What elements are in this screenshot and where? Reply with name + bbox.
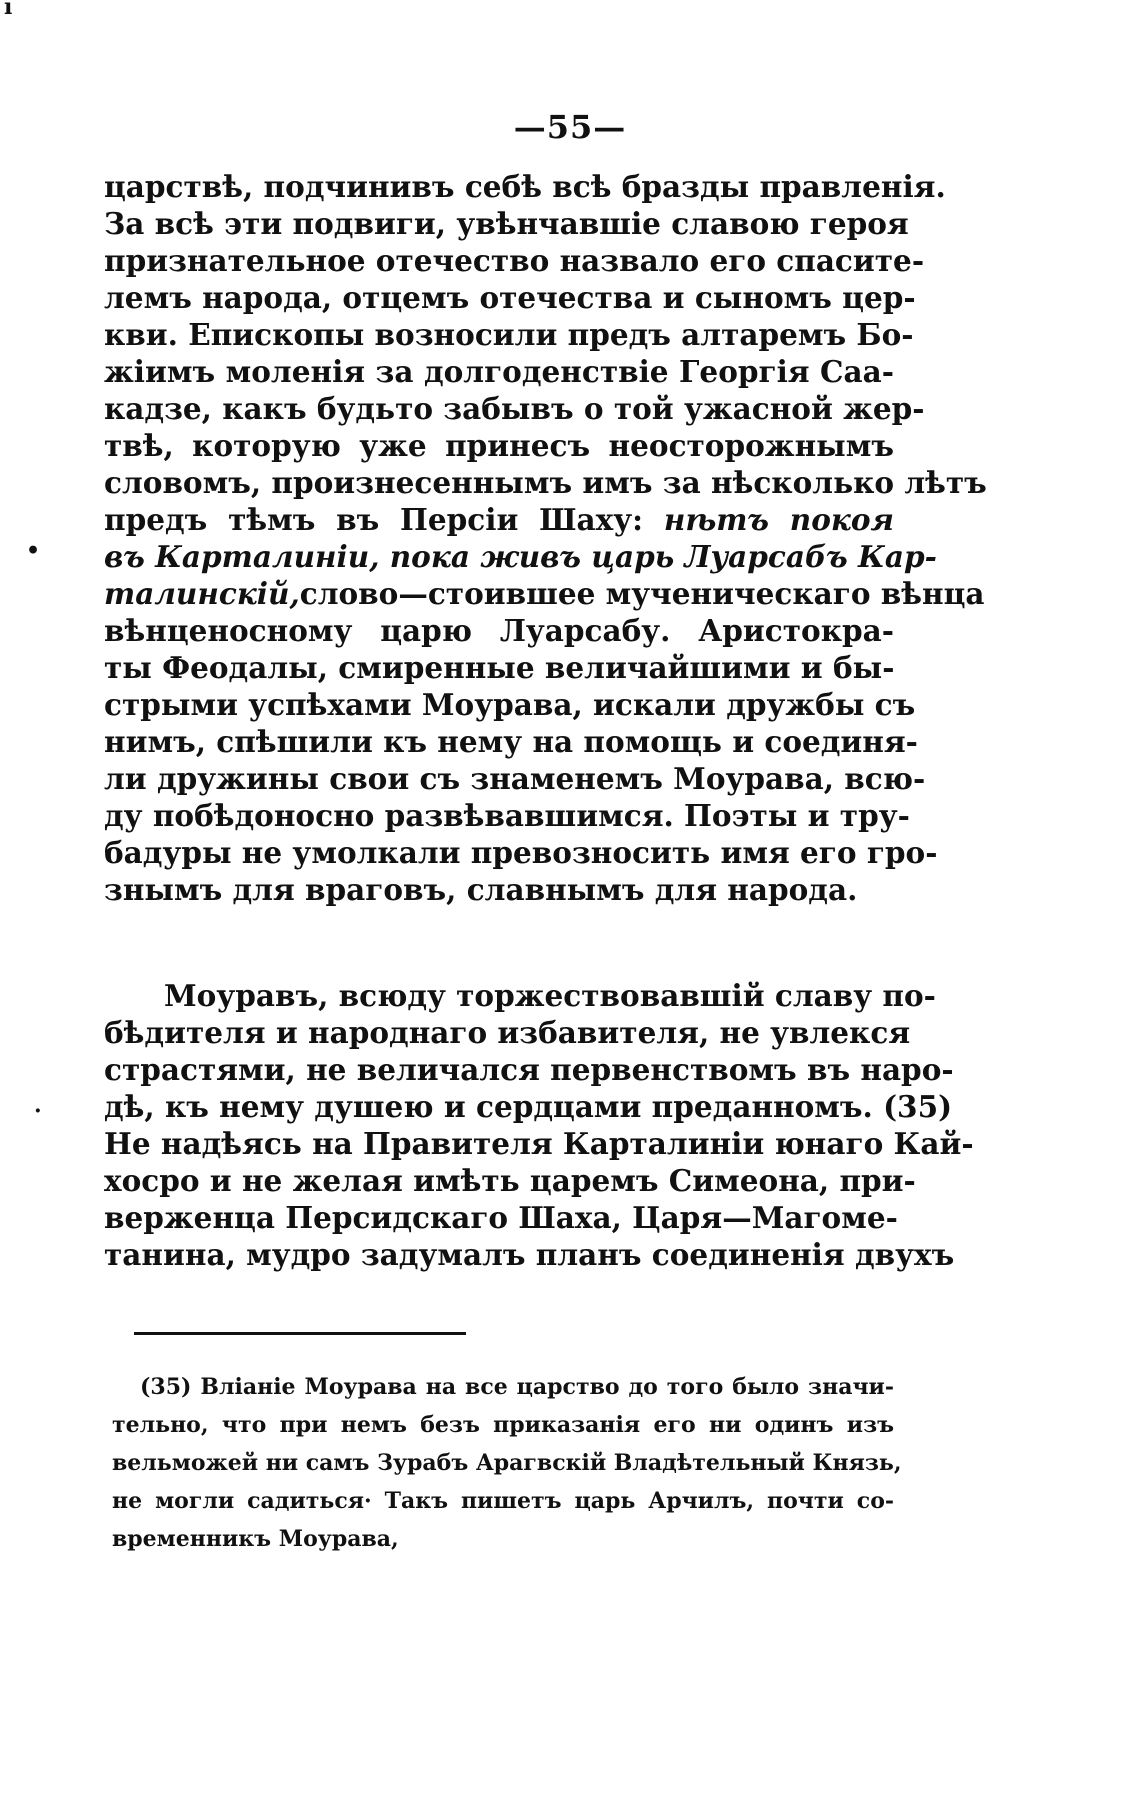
text-line: бадуры не умолкали превозносить имя его гро- <box>104 835 938 870</box>
text-line: ли дружины свои съ знаменемъ Моурава, всю- <box>104 761 926 796</box>
text-line: страстями, не величался первенствомъ въ наро- <box>104 1052 954 1087</box>
text-line: нимъ, спѣшили къ нему на помощь и соединя- <box>104 724 918 759</box>
text-line: кви. Епископы возносили предъ алтаремъ Бо- <box>104 317 914 352</box>
text-line: Моуравъ, всюду торжествовавшій славу по- <box>164 978 936 1013</box>
text-line: Не надѣясь на Правителя Карталиніи юнаго Кай- <box>104 1126 974 1161</box>
italic-quote: въ Карталиніи, пока живъ царь Луарсабъ Кар- <box>104 539 937 574</box>
footnote-line: временникъ Моурава, <box>112 1526 399 1552</box>
footnote-line: вельможей ни самъ Зурабъ Арагвскій Владѣтельный Князь, <box>112 1450 902 1476</box>
text-line: верженца Персидскаго Шаха, Царя—Магоме- <box>104 1200 898 1235</box>
footnote-line: не могли садиться· Такъ пишетъ царь Арчилъ, почти со- <box>112 1488 894 1514</box>
italic-quote: нѣтъ покоя <box>663 502 895 537</box>
text-line: признательное отечество назвало его спасите- <box>104 243 925 278</box>
margin-mark: ı <box>4 0 13 20</box>
text-line: ты Феодалы, смиренные величайшими и бы- <box>104 650 895 685</box>
text-line: хосро и не желая имѣть царемъ Симеона, при- <box>104 1163 916 1198</box>
footnote-line: тельно, что при немъ безъ приказанія его ни одинъ изъ <box>112 1412 894 1438</box>
text-line: твѣ, которую уже принесъ неосторожнымъ <box>104 428 894 463</box>
text-line: За всѣ эти подвиги, увѣнчавшіе славою героя <box>104 206 909 241</box>
text-line: бѣдителя и народнаго избавителя, не увлекся <box>104 1015 911 1050</box>
margin-mark: • <box>26 538 41 564</box>
text-line: танина, мудро задумалъ планъ соединенія двухъ <box>104 1237 955 1272</box>
text-line: жіимъ моленія за долгоденствіе Георгія Саа- <box>104 354 894 389</box>
text-line: лемъ народа, отцемъ отечества и сыномъ цер- <box>104 280 916 315</box>
footnote-line: (35) Вліаніе Моурава на все царство до того было значи- <box>140 1374 894 1400</box>
margin-mark: · <box>34 1098 42 1124</box>
text-line: словомъ, произнесеннымъ имъ за нѣсколько лѣтъ <box>104 465 987 500</box>
text-line: кадзе, какъ будьто забывъ о той ужасной жер- <box>104 391 925 426</box>
text-line: ду побѣдоносно развѣвавшимся. Поэты и тру- <box>104 798 910 833</box>
page-number: —55— <box>513 108 627 146</box>
text-line: вѣнценосному царю Луарсабу. Аристокра- <box>104 613 894 648</box>
text-line: царствѣ, подчинивъ себѣ всѣ бразды правленія. <box>104 169 946 204</box>
text-line: стрыми успѣхами Моурава, искали дружбы съ <box>104 687 916 722</box>
text-line: знымъ для враговъ, славнымъ для народа. <box>104 872 858 907</box>
text-span: предъ тѣмъ въ Персіи Шаху: <box>104 502 664 537</box>
footnote-rule <box>134 1332 466 1335</box>
italic-quote: талинскій, <box>104 576 300 611</box>
text-span: слово—стоившее мученическаго вѣнца <box>299 576 985 611</box>
text-line: дѣ, къ нему душею и сердцами преданномъ. (35) <box>104 1089 953 1124</box>
